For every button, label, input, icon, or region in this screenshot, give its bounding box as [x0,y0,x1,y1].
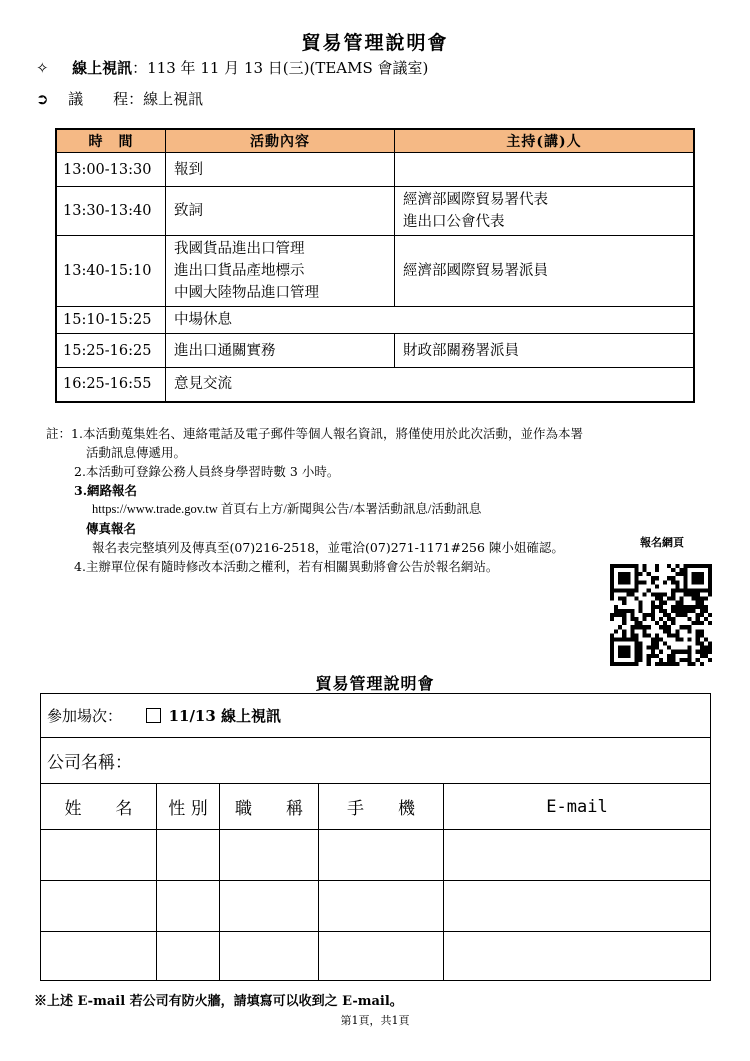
entry-phone-cell[interactable] [319,932,444,981]
col-name: 姓 名 [41,784,157,830]
schedule-content [166,153,395,187]
qr-label: 報名網頁 [640,536,684,549]
schedule-content-line: 意見交流 [174,376,232,393]
email-footnote: ※上述 E-mail 若公司有防火牆，請填寫可以收到之 E-mail。 [34,994,403,1009]
agenda-label: 議 程 [68,90,129,108]
fax-text: 報名表完整填列及傳真至(07)216-2518，並電洽(07)271-1171#256 陳小姐確認。 [92,540,564,555]
entry-title-cell[interactable] [220,932,319,981]
header-time: 時 間 [56,129,166,153]
schedule-time: 13:00-13:30 [56,153,166,187]
schedule-host-line: 進出口公會代表 [403,214,505,230]
schedule-row [56,236,694,307]
schedule-time: 13:40-15:10 [56,236,166,307]
schedule-content-line: 進出口通關實務 [174,342,276,359]
diamond-bullet-icon: ✧ [36,59,49,77]
entry-email-cell[interactable] [444,830,711,881]
company-field-label: 公司名稱： [47,753,132,773]
entry-gender-cell[interactable] [157,830,220,881]
col-gender: 性 別 [157,784,220,830]
notes-section [46,424,706,576]
schedule-row [56,153,694,187]
company-field[interactable] [41,738,711,784]
form-column-header-row [41,784,711,830]
schedule-content [166,307,695,334]
schedule-row [56,368,694,402]
schedule-host-line: 經濟部國際貿易署派員 [403,263,548,279]
entry-phone-cell[interactable] [319,881,444,932]
schedule-host [395,153,695,187]
entry-phone-cell[interactable] [319,830,444,881]
note-2: 2.本活動可登錄公務人員終身學習時數 3 小時。 [74,464,340,479]
schedule-time: 15:10-15:25 [56,307,166,334]
arrow-bullet-icon: ➲ [36,90,49,108]
schedule-content-line: 進出口貨品產地標示 [174,263,305,279]
schedule-host [395,187,695,236]
form-entry-row [41,932,711,981]
notes-prefix: 註： [46,426,72,441]
note-4: 4.主辦單位保有隨時修改本活動之權利，若有相關異動將會公告於報名網站。 [74,559,499,574]
note-3-heading: 3.網路報名 [74,483,138,498]
session-option-label: 11/13 線上視訊 [168,707,282,725]
schedule-content [166,236,395,307]
schedule-content [166,368,695,402]
schedule-header-row [56,129,694,153]
schedule-content-line: 中國大陸物品進口管理 [174,285,319,301]
schedule-host [395,236,695,307]
entry-name-cell[interactable] [41,932,157,981]
qr-code-icon[interactable] [610,564,712,666]
schedule-row [56,334,694,368]
form-entry-row [41,881,711,932]
session-label: 線上視訊 [72,59,133,77]
agenda-value: ：線上視訊 [128,90,204,108]
header-host: 主持(講)人 [395,129,695,153]
schedule-time: 15:25-16:25 [56,334,166,368]
entry-title-cell[interactable] [220,830,319,881]
entry-name-cell[interactable] [41,881,157,932]
schedule-content [166,187,395,236]
session-line [36,57,428,78]
entry-name-cell[interactable] [41,830,157,881]
agenda-line [36,88,203,109]
schedule-content-line: 致詞 [174,203,203,219]
schedule-row [56,307,694,334]
schedule-time: 13:30-13:40 [56,187,166,236]
schedule-content-line: 我國貨品進出口管理 [174,241,305,257]
header-content: 活動內容 [166,129,395,153]
entry-email-cell[interactable] [444,932,711,981]
schedule-host [395,334,695,368]
form-title: 貿易管理說明會 [315,674,435,693]
entry-gender-cell[interactable] [157,881,220,932]
entry-title-cell[interactable] [220,881,319,932]
schedule-content-line: 報到 [174,161,203,178]
col-phone: 手 機 [319,784,444,830]
session-field-label: 參加場次： [47,707,123,725]
note-1-cont: 活動訊息傳遞用。 [86,445,187,460]
note-1: 1.本活動蒐集姓名、連絡電話及電子郵件等個人報名資訊，將僅使用於此次活動，並作為本署 [71,426,583,441]
registration-form [40,693,711,981]
schedule-host-line: 經濟部國際貿易署代表 [403,192,548,208]
entry-email-cell[interactable] [444,881,711,932]
session-checkbox[interactable] [146,708,161,723]
col-email: E-mail [444,784,711,830]
schedule-table [55,128,695,403]
form-entry-row [41,830,711,881]
page-number: 第1頁，共1頁 [340,1014,410,1027]
page-title: 貿易管理說明會 [301,32,449,54]
form-session-row [41,694,711,738]
session-value: ：113 年 11 月 13 日(三)(TEAMS 會議室) [132,59,429,77]
schedule-host-line: 財政部關務署派員 [403,342,519,359]
schedule-content [166,334,395,368]
schedule-row [56,187,694,236]
schedule-time: 16:25-16:55 [56,368,166,402]
col-title: 職 稱 [220,784,319,830]
fax-heading: 傳真報名 [86,521,137,536]
schedule-content-line: 中場休息 [174,312,232,328]
schedule-body [56,153,694,402]
note-3-url: https://www.trade.gov.tw 首頁右上方/新聞與公告/本署活動訊息/活動訊息 [92,502,482,516]
entry-gender-cell[interactable] [157,932,220,981]
form-company-row [41,738,711,784]
